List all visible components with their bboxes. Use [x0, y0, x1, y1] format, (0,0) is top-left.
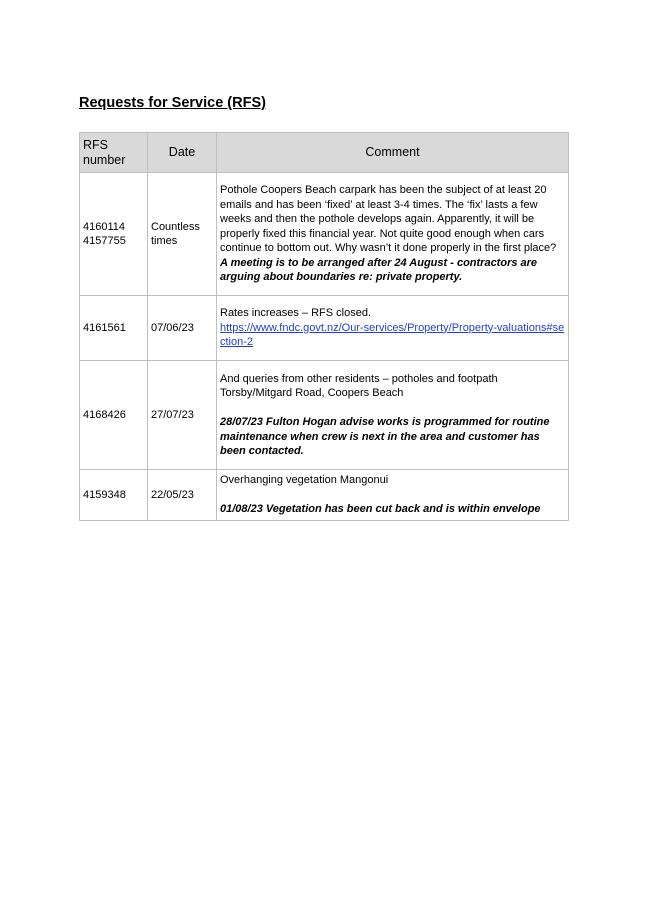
comment-cell [217, 361, 569, 470]
comment-note: 28/07/23 Fulton Hogan advise works is programmed for routine maintenance when crew is next in the area and customer has been contacted. [220, 416, 550, 457]
rfs-number: 4168426 [83, 408, 126, 421]
rfs-number-cell [80, 296, 148, 361]
date-cell: 22/05/23 [148, 470, 217, 521]
comment-text: Pothole Coopers Beach carpark has been the subject of at least 20 emails and has been ‘fixed’ at least 3-4 times. The ‘fix’ lasts a few weeks and then the pothole develops again. Apparently, it will be properly fixed this financial year. Not quite good enough when cars continue to bottom out. Why wasn’t it done properly in the first place? [220, 184, 557, 255]
comment-note: 01/08/23 Vegetation has been cut back and is within envelope [220, 503, 541, 515]
rfs-number-cell [80, 470, 148, 521]
rfs-number-cell [80, 173, 148, 296]
rfs-number: 4157755 [83, 235, 126, 247]
property-valuations-link[interactable]: https://www.fndc.govt.nz/Our-services/Property/Property-valuations#section-2 [220, 321, 565, 349]
spacer [220, 488, 565, 503]
comment-text: And queries from other residents – potholes and footpath [220, 372, 498, 385]
comment-cell [217, 173, 569, 296]
date-cell: 27/07/23 [148, 361, 217, 470]
table-row [80, 470, 569, 521]
header-rfs-number: RFS number [80, 133, 148, 173]
table-header-row [80, 133, 569, 173]
header-comment: Comment [217, 133, 569, 173]
comment-text: Overhanging vegetation Mangonui [220, 474, 389, 486]
comment-cell [217, 470, 569, 521]
rfs-number-cell [80, 361, 148, 470]
comment-text: Rates increases – RFS closed. [220, 307, 372, 320]
rfs-number: 4160114 [83, 220, 126, 233]
spacer [220, 401, 565, 416]
table-row [80, 361, 569, 470]
date-cell: Countless times [148, 173, 217, 296]
table-row [80, 173, 569, 296]
page-title: Requests for Service (RFS) [79, 95, 266, 111]
rfs-table [79, 132, 569, 521]
rfs-number: 4159348 [83, 488, 126, 501]
date-cell: 07/06/23 [148, 296, 217, 361]
comment-note: A meeting is to be arranged after 24 August - contractors are arguing about boundaries re: private property. [220, 256, 538, 284]
comment-cell [217, 296, 569, 361]
rfs-number: 4161561 [83, 321, 126, 334]
comment-text: Torsby/Mitgard Road, Coopers Beach [220, 387, 404, 399]
table-row [80, 296, 569, 361]
header-date: Date [148, 133, 217, 173]
